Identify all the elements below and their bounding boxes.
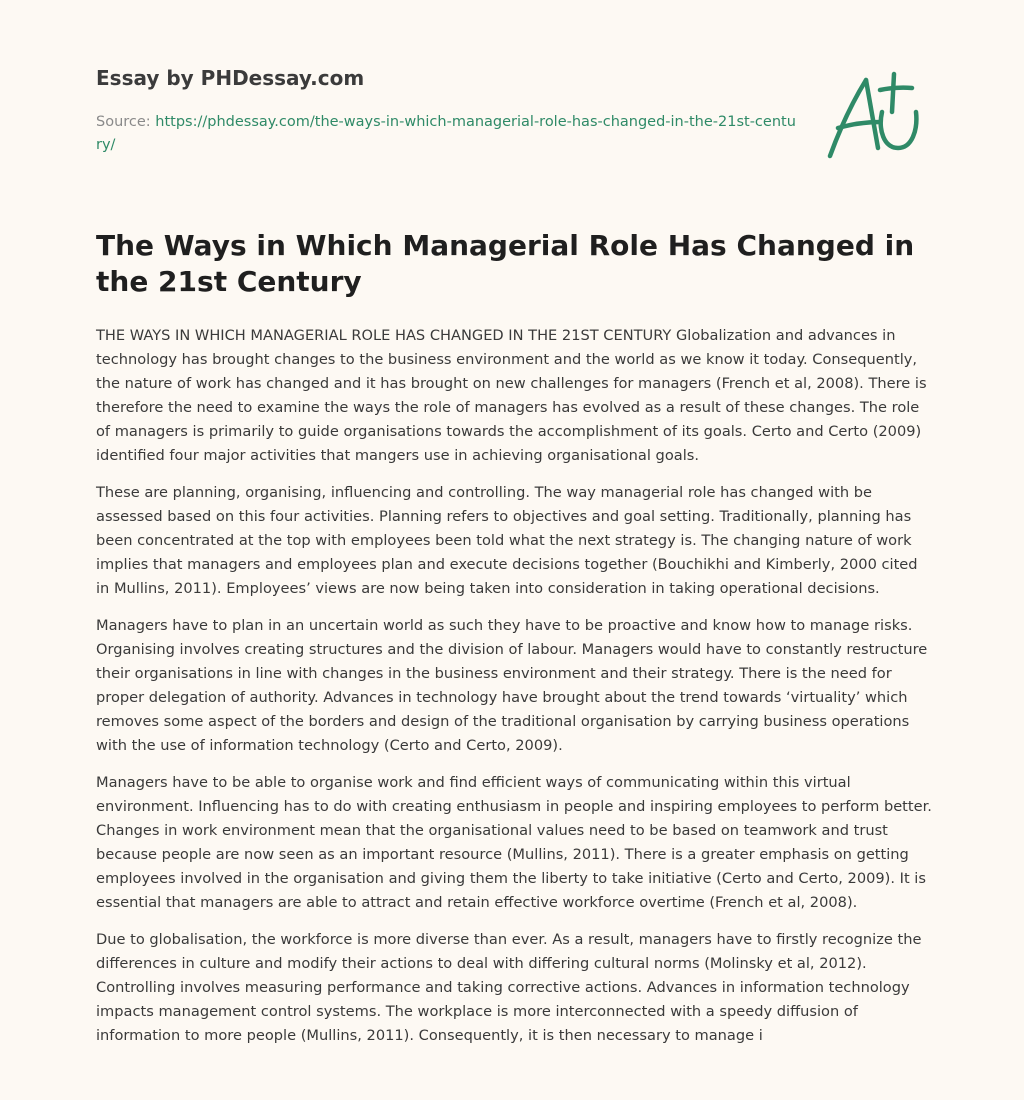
essay-paragraph: THE WAYS IN WHICH MANAGERIAL ROLE HAS CHANGED IN THE 21ST CENTURY Globalization and advances in technology has brought changes to the business environment and the world as we know it today. Consequently, the nature of work has changed and it has brought on new challenges for managers (French et al, 2008). There is therefore the need to examine the ways the role of managers has evolved as a result of these changes. The role of managers is primarily to guide organisations towards the accomplishment of its goals. Certo and Certo (2009) identified four major activities that mangers use in achieving organisational goals. [96, 327, 927, 464]
a-plus-grade-icon [820, 68, 928, 164]
essay-paragraph: These are planning, organising, influencing and controlling. The way managerial role has changed with be assessed based on this four activities. Planning refers to objectives and goal setting. Traditionally, planning has been concentrated at the top with employees been told what the next strategy is. The changing nature of work implies that managers and employees plan and execute decisions together (Bouchikhi and Kimberly, 2000 cited in Mullins, 2011). Employees’ views are now being taken into consideration in taking operational decisions. [96, 484, 918, 597]
essay-paragraph: Managers have to plan in an uncertain world as such they have to be proactive and know how to manage risks. Organising involves creating structures and the division of labour. Managers would have to constantly restructure their organisations in line with changes in the business environment and their strategy. There is the need for proper delegation of authority. Advances in technology have brought about the trend towards ‘virtuality’ which removes some aspect of the borders and design of the traditional organisation by carrying business operations with the use of information technology (Certo and Certo, 2009). [96, 617, 928, 754]
site-title: Essay by PHDessay.com [96, 66, 365, 90]
essay-body [96, 324, 932, 1061]
essay-paragraph: Managers have to be able to organise work and find efficient ways of communicating within this virtual environment. Influencing has to do with creating enthusiasm in people and inspiring employees to perform better. Changes in work environment mean that the organisational values need to be based on teamwork and trust because people are now seen as an important resource (Mullins, 2011). There is a greater emphasis on getting employees involved in the organisation and giving them the liberty to take initiative (Certo and Certo, 2009). It is essential that managers are able to attract and retain effective workforce overtime (French et al, 2008). [96, 774, 932, 911]
source-link[interactable]: https://phdessay.com/the-ways-in-which-managerial-role-has-changed-in-the-21st-century/ [96, 114, 796, 153]
source-label: Source: [96, 114, 151, 130]
source-line [96, 111, 796, 157]
essay-title: The Ways in Which Managerial Role Has Changed in the 21st Century [96, 229, 915, 298]
essay-paragraph: Due to globalisation, the workforce is more diverse than ever. As a result, managers have to firstly recognize the differences in culture and modify their actions to deal with differing cultural norms (Molinsky et al, 2012). Controlling involves measuring performance and taking corrective actions. Advances in information technology impacts management control systems. The workplace is more interconnected with a speedy diffusion of information to more people (Mullins, 2011). Consequently, it is then necessary to manage i [96, 931, 922, 1044]
